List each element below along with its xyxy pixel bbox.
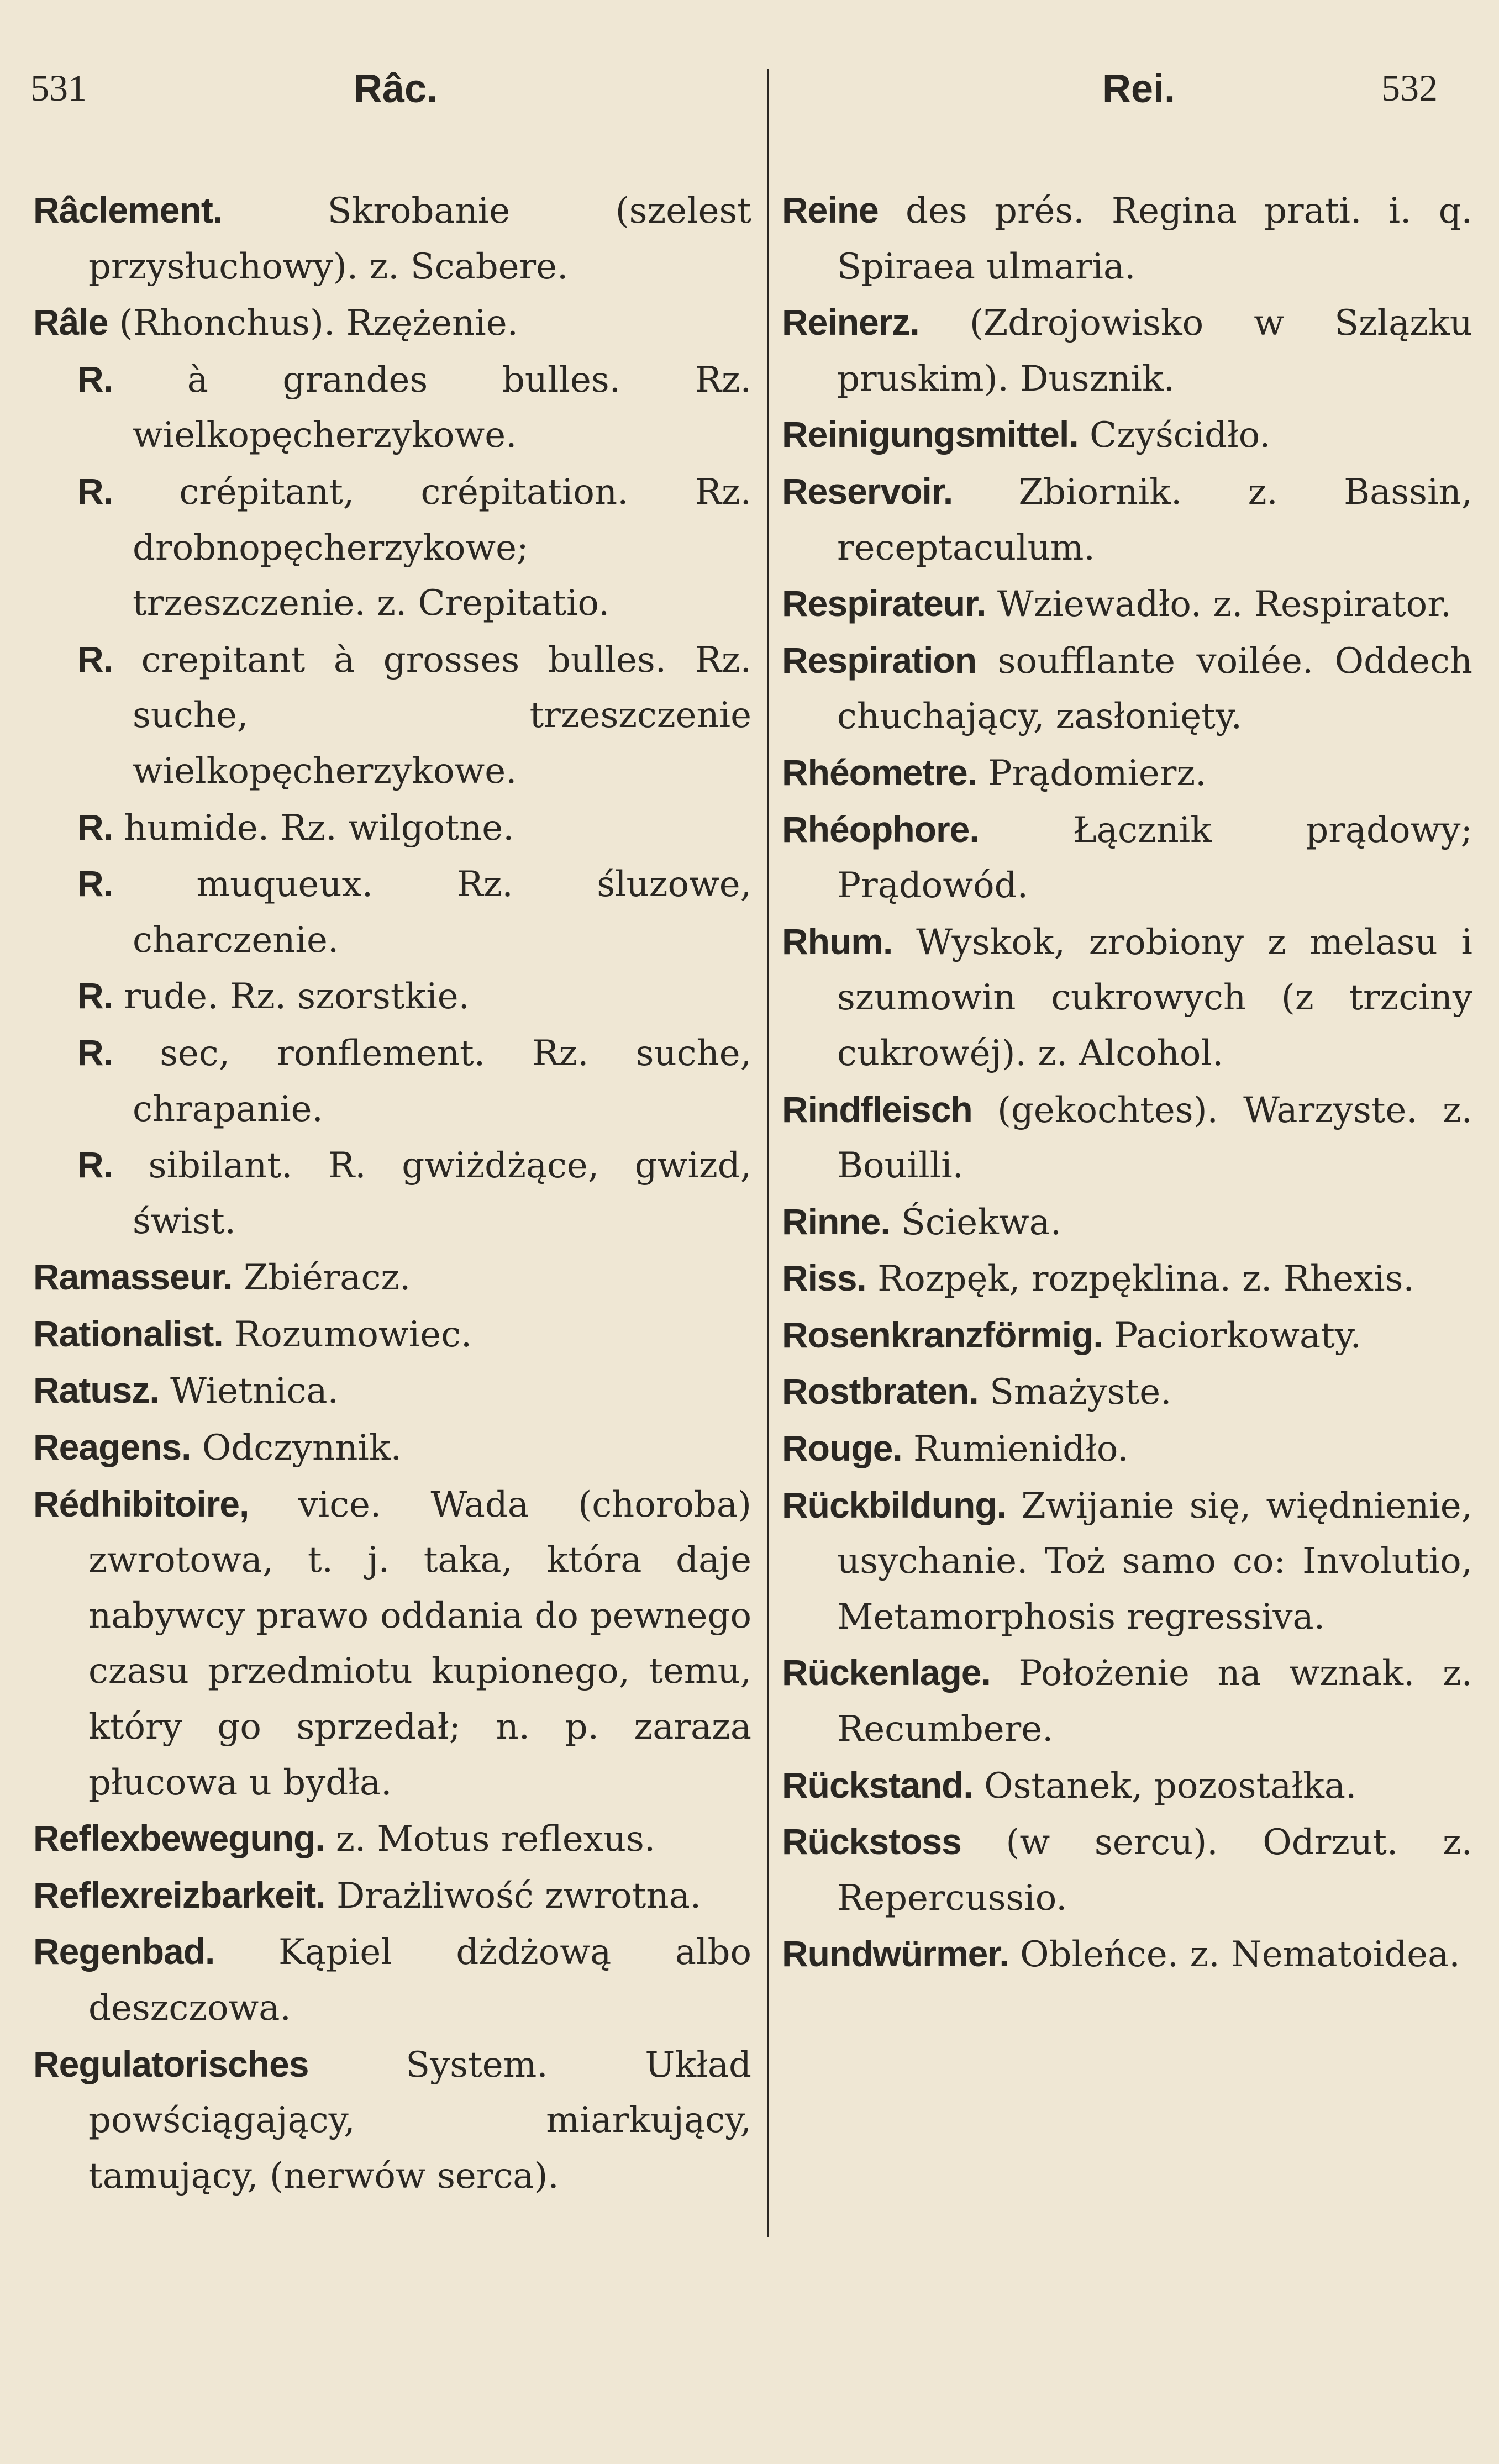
entry-headword: Rédhibitoire, (33, 1483, 249, 1524)
dictionary-entry (782, 802, 1472, 914)
dictionary-entry (33, 2036, 751, 2204)
entry-body (33, 1476, 751, 1811)
left-column (33, 182, 751, 2204)
dictionary-entry (33, 1025, 751, 1137)
dictionary-entry (782, 1082, 1472, 1194)
entry-definition: Wziewadło. z. Respirator. (986, 584, 1452, 625)
entry-body (782, 1645, 1472, 1757)
entry-headword: Rinne. (782, 1201, 890, 1242)
dictionary-entry (33, 968, 751, 1025)
entry-definition: Ostanek, pozostałka. (972, 1765, 1357, 1807)
dictionary-entry (782, 294, 1472, 407)
entry-headword: Ramasseur. (33, 1256, 233, 1298)
entry-headword: Rückstoss (782, 1821, 961, 1862)
dictionary-entry (33, 1810, 751, 1867)
entry-definition: à grandes bulles. Rz. wielkopęcherzykowe. (113, 359, 751, 456)
entry-headword: R. (77, 975, 113, 1017)
entry-headword: R. (77, 358, 113, 399)
dictionary-entry (782, 914, 1472, 1082)
entry-headword: Regenbad. (33, 1931, 215, 1972)
entry-body (33, 182, 751, 294)
entry-definition: soufflante voilée. Oddech chuchający, zasłonięty. (837, 640, 1472, 738)
entry-body (77, 1025, 751, 1137)
entry-body (782, 407, 1472, 464)
dictionary-entry (782, 1926, 1472, 1983)
dictionary-entry (33, 631, 751, 799)
right-running-head: Rei. (1102, 67, 1176, 111)
entry-definition: Ściekwa. (890, 1202, 1062, 1243)
entry-headword: Riss. (782, 1257, 866, 1299)
entry-body (782, 294, 1472, 407)
entry-definition: humide. Rz. wilgotne. (113, 807, 514, 849)
entry-body (782, 576, 1472, 633)
entry-headword: Rosenkranzförmig. (782, 1314, 1103, 1355)
dictionary-entry (33, 1867, 751, 1924)
entry-body (782, 1477, 1472, 1645)
entry-definition: des prés. Regina prati. i. q. Spiraea ulmaria. (837, 191, 1472, 287)
dictionary-entry (782, 182, 1472, 294)
entry-body (77, 856, 751, 968)
entry-definition: (w sercu). Odrzut. z. Repercussio. (837, 1822, 1472, 1919)
entry-headword: Rhum. (782, 920, 893, 962)
entry-definition: crépitant, crépitation. Rz. drobnopęcherzykowe; trzeszczenie. z. Crepitatio. (113, 471, 751, 624)
entry-body (33, 1249, 751, 1306)
entry-headword: Rouge. (782, 1428, 902, 1469)
entry-headword: Reinigungsmittel. (782, 414, 1079, 455)
entry-body (77, 351, 751, 464)
entry-definition: rude. Rz. szorstkie. (113, 976, 470, 1018)
entry-body (33, 294, 751, 351)
dictionary-entry (33, 1137, 751, 1249)
entry-definition: sibilant. R. gwiżdżące, gwizd, świst. (113, 1145, 751, 1242)
entry-definition: System. Układ powściągający, miarkujący, tamujący, (nerwów serca). (88, 2044, 751, 2197)
dictionary-entry (33, 799, 751, 856)
entry-definition: Łącznik prądowy; Prądowód. (837, 809, 1472, 907)
entry-definition: Zwijanie się, więdnienie, usychanie. Toż samo co: Involutio, Metamorphosis regressiva. (837, 1485, 1472, 1638)
entry-body (33, 1306, 751, 1363)
entry-body (33, 1419, 751, 1476)
column-divider (767, 69, 769, 2237)
entry-definition: sec, ronflement. Rz. suche, chrapanie. (113, 1033, 751, 1130)
entry-headword: Râclement. (33, 189, 223, 230)
dictionary-entry (33, 182, 751, 294)
dictionary-entry (782, 407, 1472, 464)
entry-headword: Rückstand. (782, 1764, 973, 1805)
entry-body (33, 1867, 751, 1924)
entry-body (782, 1420, 1472, 1477)
entry-headword: Rindfleisch (782, 1088, 972, 1130)
dictionary-entry (33, 1306, 751, 1363)
entry-definition: Skrobanie (szelest przysłuchowy). z. Scabere. (88, 191, 751, 287)
entry-headword: Rückbildung. (782, 1484, 1006, 1525)
entry-definition: Odczynnik. (191, 1428, 402, 1469)
dictionary-entry (33, 1924, 751, 2036)
entry-body (77, 799, 751, 856)
entry-body (782, 1082, 1472, 1194)
entry-headword: Ratusz. (33, 1370, 159, 1411)
entry-definition: Wietnica. (159, 1371, 339, 1412)
entry-headword: R. (77, 1031, 113, 1073)
left-page-number: 531 (30, 67, 87, 109)
entry-headword: Respiration (782, 639, 977, 681)
dictionary-entry (33, 1419, 751, 1476)
dictionary-entry (33, 1249, 751, 1306)
entry-headword: Rhéometre. (782, 751, 977, 793)
entry-headword: R. (77, 638, 113, 680)
entry-headword: Rostbraten. (782, 1371, 979, 1412)
entry-body (782, 633, 1472, 745)
dictionary-entry (782, 1420, 1472, 1477)
right-page-number: 532 (1381, 67, 1438, 109)
entry-definition: Paciorkowaty. (1102, 1315, 1361, 1356)
dictionary-entry (782, 1477, 1472, 1645)
entry-definition: (Zdrojowisko w Szlązku pruskim). Dusznik. (837, 303, 1472, 399)
entry-body (782, 745, 1472, 802)
entry-definition: Smażyste. (978, 1372, 1172, 1413)
dictionary-entry (33, 1362, 751, 1419)
dictionary-entry (782, 633, 1472, 745)
dictionary-entry (33, 464, 751, 631)
right-column (782, 182, 1472, 1983)
entry-headword: R. (77, 1144, 113, 1186)
entry-headword: Respirateur. (782, 583, 986, 624)
dictionary-entry (782, 1194, 1472, 1251)
dictionary-entry (782, 1757, 1472, 1814)
entry-headword: R. (77, 470, 113, 512)
entry-body (33, 1362, 751, 1419)
entry-body (782, 1814, 1472, 1926)
dictionary-entry (33, 351, 751, 464)
entry-body (77, 631, 751, 799)
entry-definition: Czyścidło. (1078, 415, 1271, 456)
dictionary-entry (782, 1814, 1472, 1926)
entry-headword: Reine (782, 189, 879, 230)
entry-definition: crepitant à grosses bulles. Rz. suche, trzeszczenie wielkopęcherzykowe. (113, 639, 751, 792)
entry-definition: z. Motus reflexus. (324, 1819, 656, 1860)
entry-body (782, 464, 1472, 576)
dictionary-entry (782, 576, 1472, 633)
entry-headword: Reinerz. (782, 302, 919, 343)
entry-definition: Prądomierz. (977, 752, 1207, 794)
entry-body (33, 2036, 751, 2204)
entry-headword: Reflexreizbarkeit. (33, 1874, 325, 1915)
entry-definition: Rozumowiec. (223, 1314, 472, 1355)
entry-definition: Kąpiel dżdżową albo deszczowa. (88, 1932, 751, 2029)
dictionary-entry (782, 1645, 1472, 1757)
dictionary-entry (33, 1476, 751, 1811)
entry-body (782, 802, 1472, 914)
entry-headword: Rundwürmer. (782, 1933, 1009, 1975)
entry-body (782, 1250, 1472, 1307)
entry-body (782, 1363, 1472, 1420)
entry-definition: Rozpęk, rozpęklina. z. Rhexis. (866, 1259, 1414, 1300)
entry-definition: Zbiéracz. (232, 1257, 411, 1299)
entry-body (33, 1924, 751, 2036)
dictionary-entry (33, 294, 751, 351)
entry-body (782, 1307, 1472, 1364)
entry-body (782, 1926, 1472, 1983)
entry-body (33, 1810, 751, 1867)
entry-headword: Regulatorisches (33, 2043, 309, 2084)
left-running-head: Râc. (354, 67, 438, 111)
entry-body (782, 182, 1472, 294)
entry-body (77, 464, 751, 631)
dictionary-entry (782, 1307, 1472, 1364)
entry-headword: Reservoir. (782, 470, 953, 512)
dictionary-entry (33, 856, 751, 968)
entry-headword: Rationalist. (33, 1313, 223, 1354)
entry-headword: R. (77, 863, 113, 904)
entry-body (77, 1137, 751, 1249)
entry-definition: Rumienidło. (902, 1429, 1129, 1470)
entry-definition: vice. Wada (choroba) zwrotowa, t. j. taka, która daje nabywcy prawo oddania do pewnego czasu przedmiotu kupionego, temu, który go sprzedał; n. p. zaraza płucowa u bydła. (88, 1484, 751, 1803)
entry-definition: Drażliwość zwrotna. (325, 1875, 702, 1917)
dictionary-entry (782, 1363, 1472, 1420)
entry-headword: Reflexbewegung. (33, 1818, 325, 1859)
dictionary-entry (782, 745, 1472, 802)
entry-body (782, 914, 1472, 1082)
entry-definition: (Rhonchus). Rzężenie. (108, 303, 518, 344)
entry-body (782, 1757, 1472, 1814)
entry-headword: Rückenlage. (782, 1652, 991, 1693)
entry-body (782, 1194, 1472, 1251)
dictionary-entry (782, 1250, 1472, 1307)
entry-headword: R. (77, 806, 113, 847)
entry-body (77, 968, 751, 1025)
entry-definition: (gekochtes). Warzyste. z. Bouilli. (837, 1089, 1472, 1187)
entry-definition: muqueux. Rz. śluzowe, charczenie. (113, 864, 751, 961)
entry-definition: Obleńce. z. Nematoidea. (1008, 1934, 1460, 1976)
entry-definition: Zbiornik. z. Bassin, receptaculum. (837, 471, 1472, 568)
entry-headword: Râle (33, 302, 108, 343)
entry-headword: Reagens. (33, 1426, 191, 1468)
entry-headword: Rhéophore. (782, 808, 979, 850)
entry-definition: Położenie na wznak. z. Recumbere. (837, 1653, 1472, 1750)
entry-definition: Wyskok, zrobiony z melasu i szumowin cukrowych (z trzciny cukrowéj). z. Alcohol. (837, 922, 1472, 1074)
dictionary-entry (782, 464, 1472, 576)
